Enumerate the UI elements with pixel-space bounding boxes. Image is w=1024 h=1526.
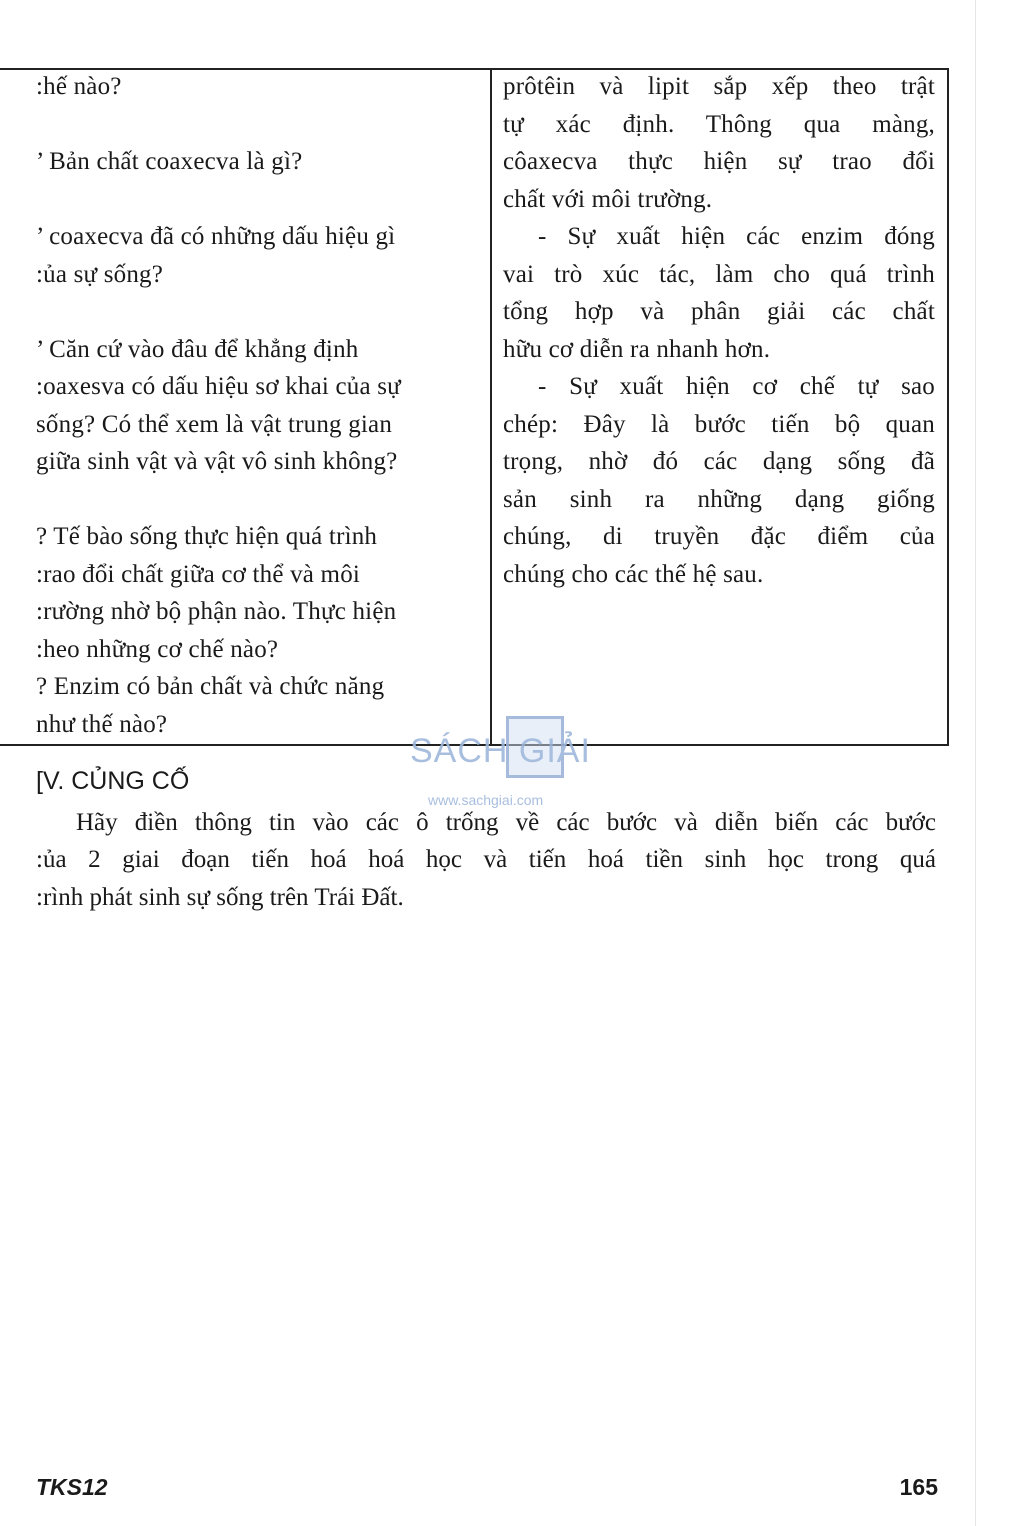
- answer-line: chép: Đây là bước tiến bộ quan: [503, 411, 935, 438]
- question-line: :oaxesva có dấu hiệu sơ khai của sự: [36, 373, 401, 400]
- answer-line: trọng, nhờ đó các dạng sống đã: [503, 448, 935, 475]
- answer-line: tự xác định. Thông qua màng,: [503, 111, 935, 138]
- answer-line: prôtêin và lipit sắp xếp theo trật: [503, 73, 935, 100]
- question-line: :heo những cơ chế nào?: [36, 636, 279, 663]
- watermark-logo: [410, 716, 620, 812]
- question-line: sống? Có thể xem là vật trung gian: [36, 411, 393, 438]
- book-code: TKS12: [36, 1474, 108, 1500]
- question-line: giữa sinh vật và vật vô sinh không?: [36, 448, 398, 475]
- answer-line: vai trò xúc tác, làm cho quá trình: [503, 261, 935, 288]
- question-line: ? Tế bào sống thực hiện quá trình: [36, 523, 378, 550]
- paragraph-line: Hãy điền thông tin vào các ô trống về các bước và diễn biến các bước: [76, 809, 936, 836]
- question-line: ’ Bản chất coaxecva là gì?: [36, 148, 303, 175]
- answer-line: côaxecva thực hiện sự trao đổi: [503, 148, 935, 175]
- answer-line: - Sự xuất hiện cơ chế tự sao: [538, 373, 935, 400]
- answer-line: chúng cho các thế hệ sau.: [503, 561, 764, 588]
- section-heading: [V. CỦNG CỐ: [36, 767, 190, 795]
- answer-line: - Sự xuất hiện các enzim đóng: [538, 223, 935, 250]
- page-number: 165: [899, 1474, 938, 1500]
- watermark-url: www.sachgiai.com: [428, 792, 544, 808]
- paragraph-line: :rình phát sinh sự sống trên Trái Đất.: [36, 884, 404, 911]
- page-edge-line: [975, 0, 976, 1526]
- question-line: :ủa sự sống?: [36, 261, 164, 288]
- answer-line: sản sinh ra những dạng giống: [503, 486, 935, 513]
- watermark-brand: SÁCH GIẢI: [410, 732, 591, 770]
- paragraph-line: :ủa 2 giai đoạn tiến hoá hoá học và tiến hoá tiền sinh học trong quá: [36, 846, 936, 873]
- column-divider: [490, 70, 492, 744]
- question-line: :rao đổi chất giữa cơ thể và môi: [36, 561, 361, 588]
- answer-line: chúng, di truyền đặc điểm của: [503, 523, 935, 550]
- answer-line: hữu cơ diễn ra nhanh hơn.: [503, 336, 771, 363]
- answer-line: tổng hợp và phân giải các chất: [503, 298, 935, 325]
- question-line: ’ Căn cứ vào đâu để khẳng định: [36, 336, 359, 363]
- answer-line: chất với môi trường.: [503, 186, 713, 213]
- question-line: ? Enzim có bản chất và chức năng: [36, 673, 385, 700]
- question-line: ’ coaxecva đã có những dấu hiệu gì: [36, 223, 396, 250]
- question-line: như thế nào?: [36, 711, 168, 738]
- question-line: :hế nào?: [36, 73, 122, 100]
- question-line: :rường nhờ bộ phận nào. Thực hiện: [36, 598, 397, 625]
